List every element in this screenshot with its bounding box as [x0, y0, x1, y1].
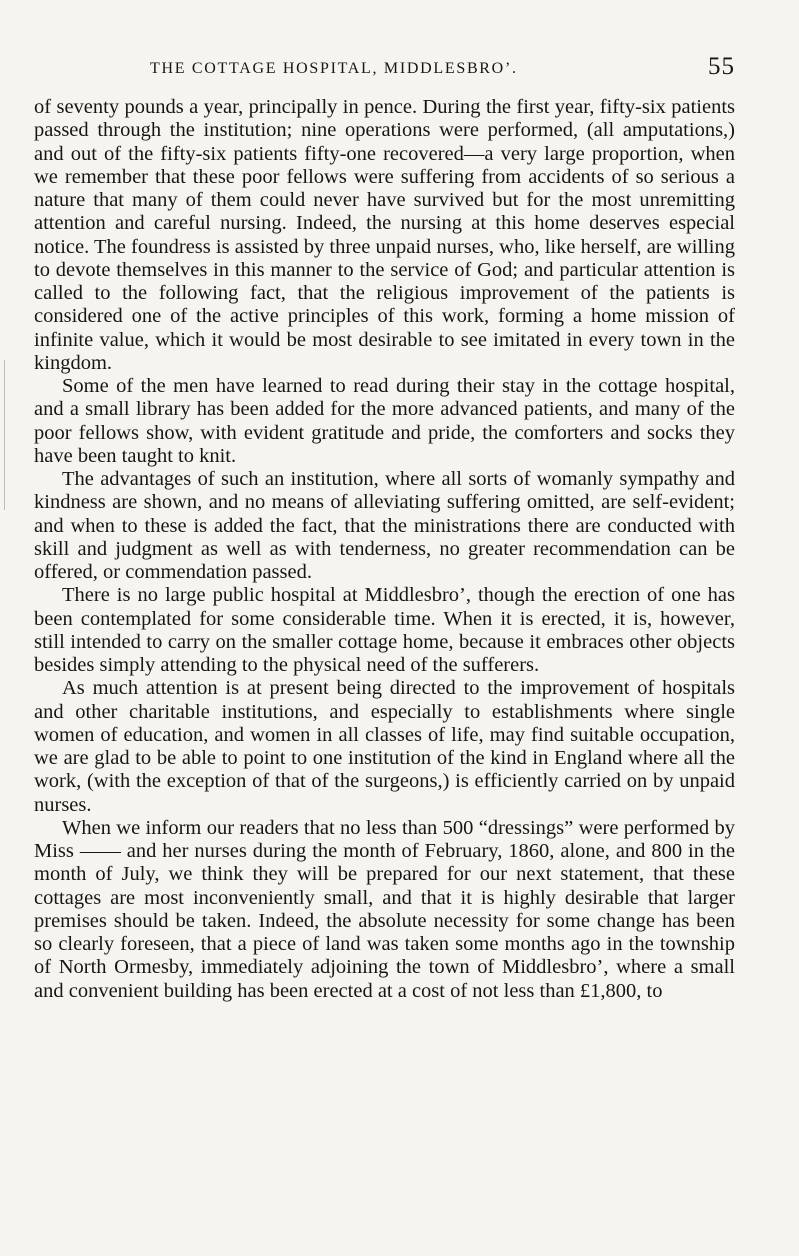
paragraph-improvement: As much attention is at present being directed to the improvement of hospitals and other charitable institutions, and especially to establishments where single women of education, and women in all classes of life, may find suitable occupation, we are glad to be able to point to one institution of the kind in England where all the work, (with the exception of that of the surgeons,) is efficiently carried on by unpaid nurses.: [34, 677, 735, 816]
paragraph-continuation: of seventy pounds a year, principally in pence. During the first year, fifty-six patients passed through the institution; nine operations were performed, (all amputations,) and out of the fifty-six patients fifty-one recovered—a very large proportion, when we remember that these poor fellows were suffering from accidents of so serious a nature that many of them could never have survived but for the most unremitting attention and careful nursing. Indeed, the nursing at this home deserves especial notice. The foundress is assisted by three unpaid nurses, who, like herself, are willing to devote themselves in this manner to the service of God; and particular attention is called to the following fact, that the religious improvement of the patients is considered one of the active principles of this work, forming a home mission of infinite value, which it would be most desirable to see imitated in every town in the kingdom.: [34, 96, 735, 374]
page-edge-line: [4, 360, 5, 510]
paragraph-advantages: The advantages of such an institution, where all sorts of womanly sympathy and kindness are shown, and no means of alleviating suffering omitted, are self-evident; and when to these is added the fact, that the ministrations there are conducted with skill and judgment as well as with tenderness, no greater recommendation can be offered, or commendation passed.: [34, 468, 735, 583]
paragraph-public-hospital: There is no large public hospital at Middlesbro’, though the erection of one has been contemplated for some considerable time. When it is erected, it is, however, still intended to carry on the smaller cottage home, because it embraces other objects besides simply attending to the physical need of the sufferers.: [34, 584, 735, 676]
paragraph-library: Some of the men have learned to read during their stay in the cottage hospital, and a small library has been added for the more advanced patients, and many of the poor fellows show, with evident gratitude and pride, the comforters and socks they have been taught to knit.: [34, 375, 735, 467]
page-header: [34, 52, 735, 86]
running-title: THE COTTAGE HOSPITAL, MIDDLESBRO’.: [150, 60, 518, 77]
paragraph-dressings: When we inform our readers that no less than 500 “dressings” were performed by Miss —— and her nurses during the month of February, 1860, alone, and 800 in the month of July, we think they will be prepared for our next statement, that these cottages are most inconveniently small, and that it is highly desirable that larger premises should be taken. Indeed, the absolute necessity for some change has been so clearly foreseen, that a piece of land was taken some months ago in the township of North Ormesby, immediately adjoining the town of Middlesbro’, where a small and convenient building has been erected at a cost of not less than £1,800, to: [34, 816, 735, 1002]
page-number: 55: [708, 53, 735, 80]
body-text: [34, 96, 735, 1003]
